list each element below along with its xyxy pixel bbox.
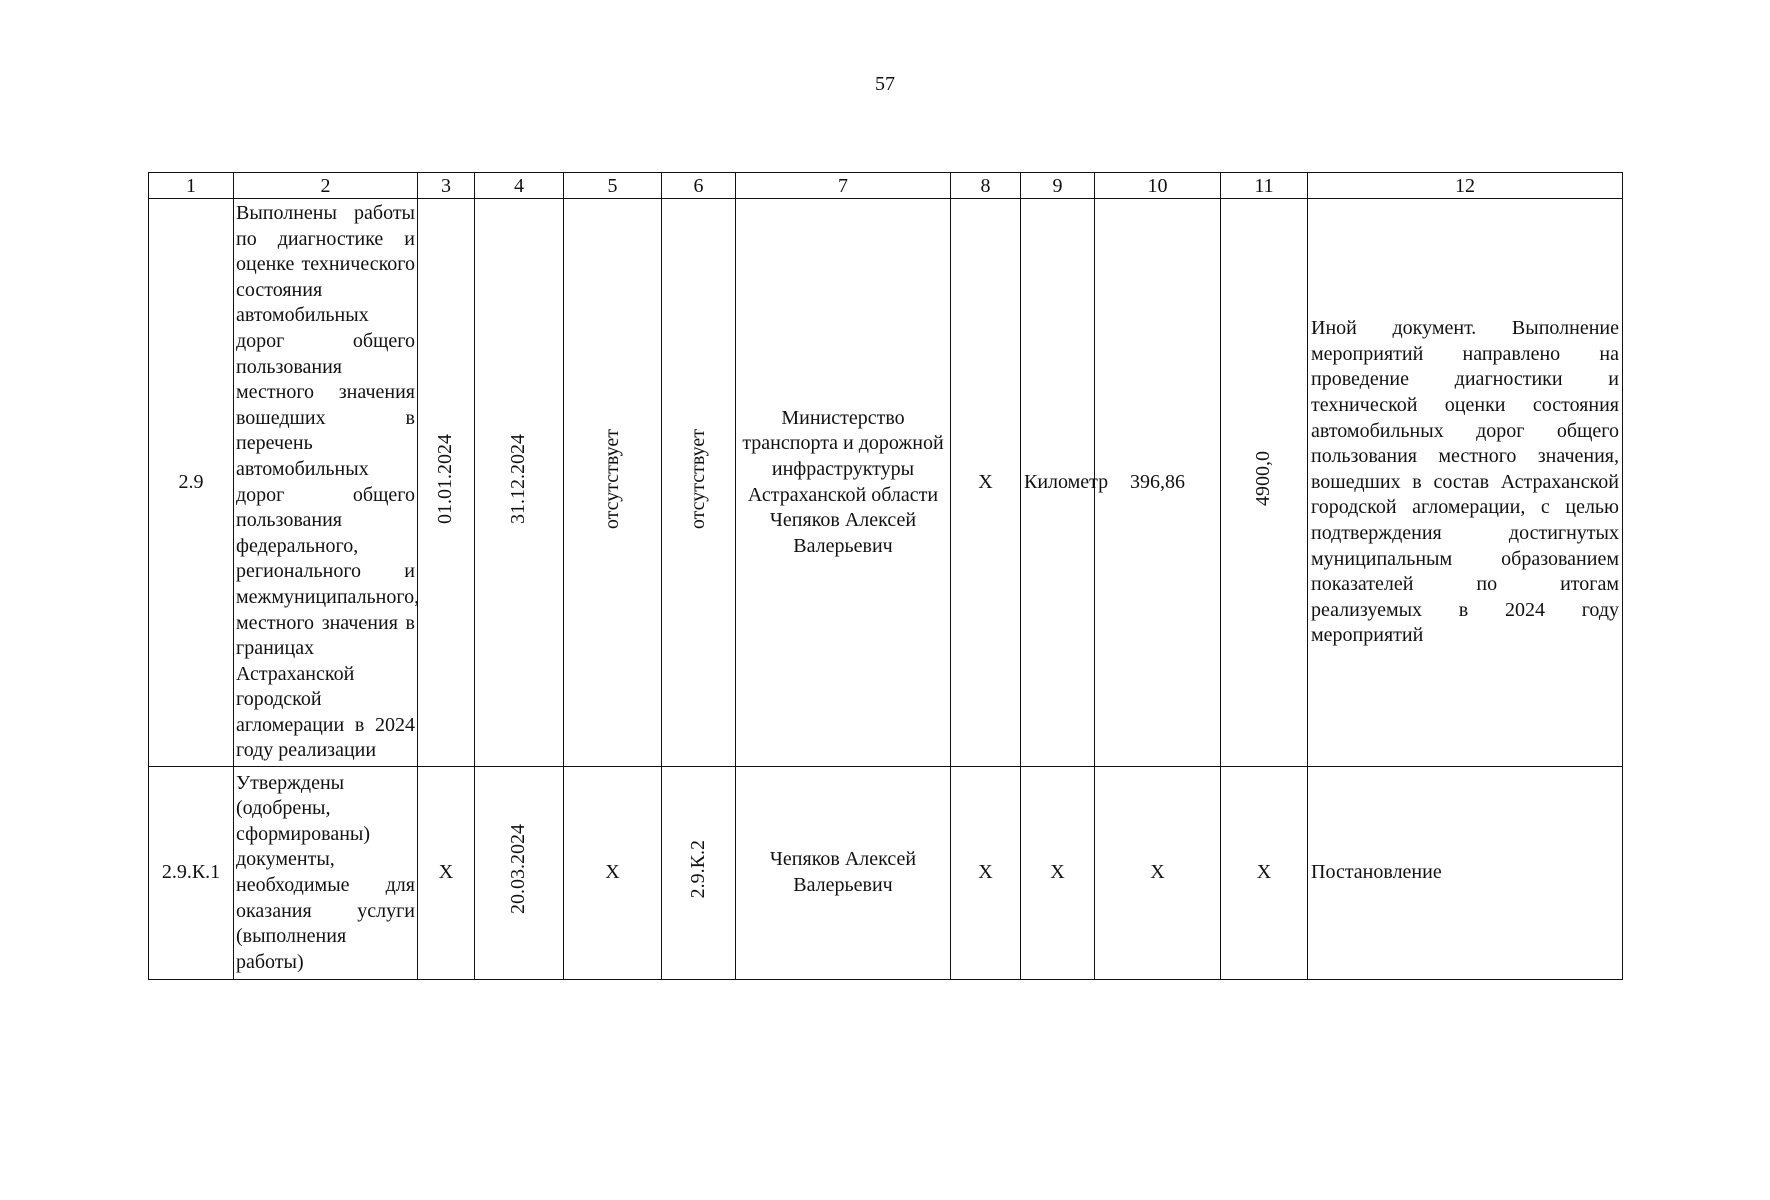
col6-cell [662, 767, 736, 980]
funding-cell [1221, 199, 1308, 767]
end-date-cell [475, 767, 564, 980]
page-number: 57 [875, 73, 895, 95]
end-date: 31.12.2024 [507, 433, 530, 524]
unit-of-measure: Километр [1021, 199, 1095, 767]
funding-value: 4900,0 [1252, 451, 1275, 507]
column-header: 7 [736, 173, 951, 199]
document-description: Постановление [1308, 767, 1623, 980]
table-row [149, 199, 1623, 767]
indicator-value: X [1095, 767, 1221, 980]
table-row [149, 767, 1623, 980]
end-date-cell [475, 199, 564, 767]
row-number: 2.9 [149, 199, 234, 767]
column-header: 3 [418, 173, 475, 199]
indicator-value: 396,86 [1095, 199, 1221, 767]
column-header: 4 [475, 173, 564, 199]
column-header: 10 [1095, 173, 1221, 199]
col6-value: отсутствует [686, 428, 709, 529]
col5-cell [564, 199, 662, 767]
start-date-cell [418, 199, 475, 767]
end-date: 20.03.2024 [507, 824, 530, 915]
row-number: 2.9.К.1 [149, 767, 234, 980]
unit-of-measure: X [1021, 767, 1095, 980]
measures-table [148, 172, 1623, 980]
responsible-person: Министерство транспорта и дорожной инфраструктуры Астраханской области Чепяков Алексей Валерьевич [736, 199, 951, 767]
start-date: X [418, 767, 475, 980]
column-header: 2 [234, 173, 418, 199]
col6-cell [662, 199, 736, 767]
col5-value: X [564, 767, 662, 980]
col5-value: отсутствует [600, 428, 623, 529]
column-header: 1 [149, 173, 234, 199]
col6-value: 2.9.К.2 [686, 840, 709, 899]
column-header: 9 [1021, 173, 1095, 199]
col8-value: X [951, 767, 1021, 980]
column-header: 5 [564, 173, 662, 199]
column-header-row [149, 173, 1623, 199]
row-description: Выполнены работы по диагностике и оценке технического состояния автомобильных дорог общего пользования местного значения вошедших в перечень автомобильных дорог общего пользования федерального, регионального и межмуниципального, местного значения в границах Астраханской городской агломерации в 2024 году реализации [234, 199, 418, 767]
responsible-person: Чепяков Алексей Валерьевич [736, 767, 951, 980]
document-description: Иной документ. Выполнение мероприятий направлено на проведение диагностики и технической оценки состояния автомобильных дорог общего пользования местного значения, вошедших в состав Астраханской городской агломерации, с целью подтверждения достигнутых муниципальным образованием показателей по итогам реализуемых в 2024 году мероприятий [1308, 199, 1623, 767]
col8-value: X [951, 199, 1021, 767]
column-header: 8 [951, 173, 1021, 199]
row-description: Утверждены (одобрены, сформированы) документы, необходимые для оказания услуги (выполнения работы) [234, 767, 418, 980]
funding-value: X [1221, 767, 1308, 980]
column-header: 6 [662, 173, 736, 199]
column-header: 12 [1308, 173, 1623, 199]
start-date: 01.01.2024 [434, 433, 457, 524]
column-header: 11 [1221, 173, 1308, 199]
